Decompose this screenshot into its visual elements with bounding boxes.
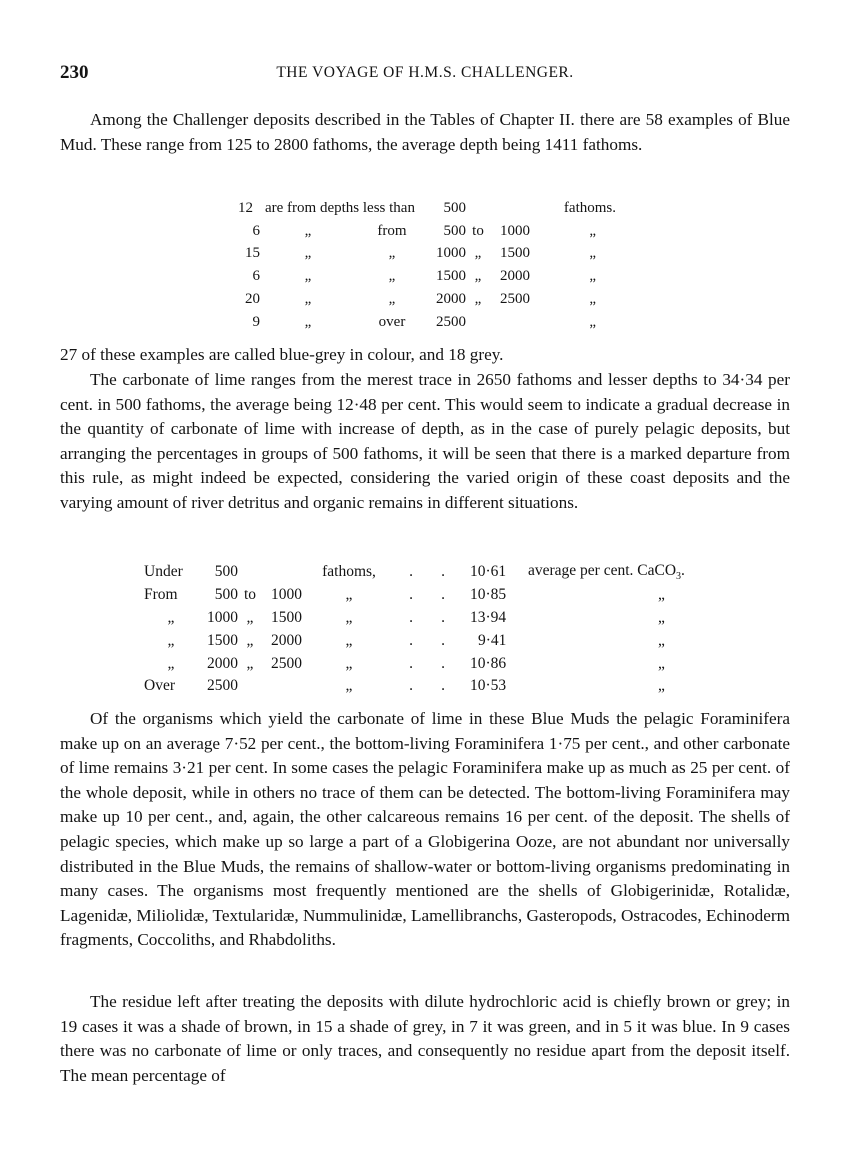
from-cell: 1000	[436, 245, 466, 262]
unit-cell: „	[345, 586, 353, 604]
sep-cell: „	[246, 608, 254, 626]
unit-cell: „	[345, 608, 353, 626]
to-cell: 1500	[271, 608, 302, 626]
dot-cell: .	[441, 563, 445, 581]
table-row	[238, 197, 616, 220]
unit-cell: „	[589, 313, 596, 330]
running-title: THE VOYAGE OF H.M.S. CHALLENGER.	[276, 64, 574, 81]
table-row	[144, 675, 685, 698]
dot-cell: .	[441, 677, 445, 695]
from-cell: 2000	[207, 654, 238, 672]
value-cell: 10·53	[470, 677, 507, 695]
depth-distribution-table	[238, 197, 616, 334]
unit-cell: fathoms,	[322, 563, 376, 581]
unit-cell: „	[589, 268, 596, 285]
unit-cell: „	[589, 222, 596, 239]
to-cell: 2500	[500, 291, 530, 308]
subscript: 3	[676, 571, 682, 583]
label-cell: are from depths less than	[265, 199, 415, 216]
table-row	[144, 584, 685, 607]
dot-cell: .	[441, 654, 445, 672]
dot-cell: .	[409, 677, 413, 695]
sep-cell: „	[474, 291, 482, 308]
table-row	[144, 629, 685, 652]
prefix-cell: Under	[144, 563, 183, 581]
from-cell: 1500	[436, 268, 466, 285]
value-cell: 10·61	[470, 563, 507, 581]
count-cell: 20	[245, 291, 260, 308]
ditto-cell: „	[304, 268, 312, 285]
to-cell: 2500	[271, 654, 302, 672]
dot-cell: .	[409, 654, 413, 672]
sep-cell	[238, 675, 262, 698]
value-cell: 13·94	[470, 608, 507, 626]
count-cell: 15	[245, 245, 260, 262]
suffix-cell: „	[658, 586, 665, 604]
suffix-cell: „	[658, 654, 665, 672]
unit-cell: „	[345, 631, 353, 649]
table-row	[238, 243, 616, 266]
paragraph-colour: 27 of these examples are called blue-grey in colour, and 18 grey.	[60, 345, 504, 364]
dot-cell: .	[409, 586, 413, 604]
table-row	[144, 561, 685, 584]
page-header	[60, 62, 790, 86]
value-cell: 10·85	[470, 586, 507, 604]
value-cell: 10·86	[470, 654, 507, 672]
prefix-cell: „	[167, 631, 175, 649]
suffix-end: .	[681, 562, 685, 580]
unit-cell: fathoms.	[563, 199, 616, 216]
sep-cell: to	[243, 586, 257, 604]
count-cell: 9	[252, 313, 260, 330]
unit-cell: „	[345, 654, 353, 672]
sep-cell: „	[246, 654, 254, 672]
page-number: 230	[60, 62, 89, 83]
table-row	[238, 265, 616, 288]
ditto-cell: „	[304, 222, 312, 239]
suffix-cell	[528, 561, 685, 584]
unit-cell: „	[589, 245, 596, 262]
from-cell: 2000	[436, 291, 466, 308]
from-cell: 2500	[207, 677, 238, 695]
word-cell: „	[388, 268, 396, 285]
word-cell: „	[388, 245, 396, 262]
paragraph-intro: Among the Challenger deposits described in the Tables of Chapter II. there are 58 examples of Blue Mud. These range from 125 to 2800 fathoms, the average depth being 1411 fathoms.	[60, 110, 790, 154]
sep-cell: „	[474, 268, 482, 285]
to-cell: 2000	[271, 631, 302, 649]
from-cell: 500	[443, 199, 466, 216]
table-row	[144, 607, 685, 630]
count-cell: 6	[252, 222, 260, 239]
from-cell: 1500	[207, 631, 238, 649]
prefix-cell: From	[144, 586, 178, 604]
ditto-cell: „	[304, 313, 312, 330]
from-cell: 2500	[436, 313, 466, 330]
to-cell: 1500	[500, 245, 530, 262]
ditto-cell: „	[304, 291, 312, 308]
sep-cell: to	[472, 222, 484, 239]
prefix-cell: „	[167, 654, 175, 672]
word-cell: „	[388, 291, 396, 308]
sep-cell: „	[246, 631, 254, 649]
table-row	[238, 288, 616, 311]
dot-cell: .	[409, 563, 413, 581]
from-cell: 500	[443, 222, 466, 239]
to-cell	[490, 311, 530, 334]
suffix-cell: „	[658, 608, 665, 626]
unit-cell: „	[345, 677, 353, 695]
to-cell: 1000	[271, 586, 302, 604]
sep-cell	[466, 311, 490, 334]
dot-cell: .	[441, 608, 445, 626]
dot-cell: .	[441, 586, 445, 604]
to-cell	[262, 675, 302, 698]
table-row	[238, 311, 616, 334]
from-cell: 500	[214, 586, 238, 604]
from-cell: 500	[214, 563, 238, 581]
carbonate-percentage-table	[144, 561, 685, 698]
to-cell	[262, 561, 302, 584]
suffix-cell: „	[658, 677, 665, 695]
word-cell: over	[378, 313, 406, 330]
table-row	[238, 220, 616, 243]
prefix-cell: „	[167, 608, 175, 626]
paragraph-carbonate: The carbonate of lime ranges from the merest trace in 2650 fathoms and lesser depths to 34·34 per cent. in 500 fathoms, the average being 12·48 per cent. This would seem to indicate a gradual decrease in the quantity of carbonate of lime with increase of depth, as in the case of purely pelagic deposits, but arranging the percentages in groups of 500 fathoms, it will be seen that there is a marked departure from this rule, as might indeed be expected, considering the varied origin of these coast deposits and the varying amount of river detritus and organic remains in different situations.	[60, 370, 790, 512]
dot-cell: .	[409, 608, 413, 626]
count-cell: 12	[238, 199, 253, 216]
suffix-cell: „	[658, 631, 665, 649]
to-cell: 1000	[500, 222, 530, 239]
word-cell: from	[377, 222, 407, 239]
count-cell: 6	[252, 268, 260, 285]
sep-cell: „	[474, 245, 482, 262]
ditto-cell: „	[304, 245, 312, 262]
value-cell: 9·41	[478, 631, 507, 649]
from-cell: 1000	[207, 608, 238, 626]
to-cell: 2000	[500, 268, 530, 285]
sep-cell	[238, 561, 262, 584]
dot-cell: .	[409, 631, 413, 649]
paragraph-residue: The residue left after treating the deposits with dilute hydrochloric acid is chiefly brown or grey; in 19 cases it was a shade of brown, in 15 a shade of grey, in 7 it was green, and in 5 it was blue. In 9 cases there was no carbonate of lime or only traces, and consequently no residue apart from the deposit itself. The mean percentage of	[60, 992, 790, 1085]
unit-cell: „	[589, 291, 596, 308]
dot-cell: .	[441, 631, 445, 649]
suffix-text: average per cent. CaCO	[528, 562, 677, 580]
table-row	[144, 652, 685, 675]
paragraph-organisms: Of the organisms which yield the carbonate of lime in these Blue Muds the pelagic Foraminifera make up on an average 7·52 per cent., the bottom-living Foraminifera 1·75 per cent., and other carbonate of lime remains 3·21 per cent. In some cases the pelagic Foraminifera make up as much as 25 per cent. of the whole deposit, while in others no trace of them can be detected. The bottom-living Foraminifera may make up 10 per cent., and, again, the other calcareous remains 16 per cent. of the deposit. The shells of pelagic species, which make up so large a part of a Globigerina Ooze, are not abundant nor universally distributed in the Blue Muds, the remains of shallow-water or bottom-living organisms predominating in many cases. The organisms most frequently mentioned are the shells of Globigerinidæ, Rotalidæ, Lagenidæ, Miliolidæ, Textularidæ, Nummulinidæ, Lamellibranchs, Gasteropods, Ostracodes, Echinoderm fragments, Coccoliths, and Rhabdoliths.	[60, 709, 790, 950]
prefix-cell: Over	[144, 677, 175, 695]
